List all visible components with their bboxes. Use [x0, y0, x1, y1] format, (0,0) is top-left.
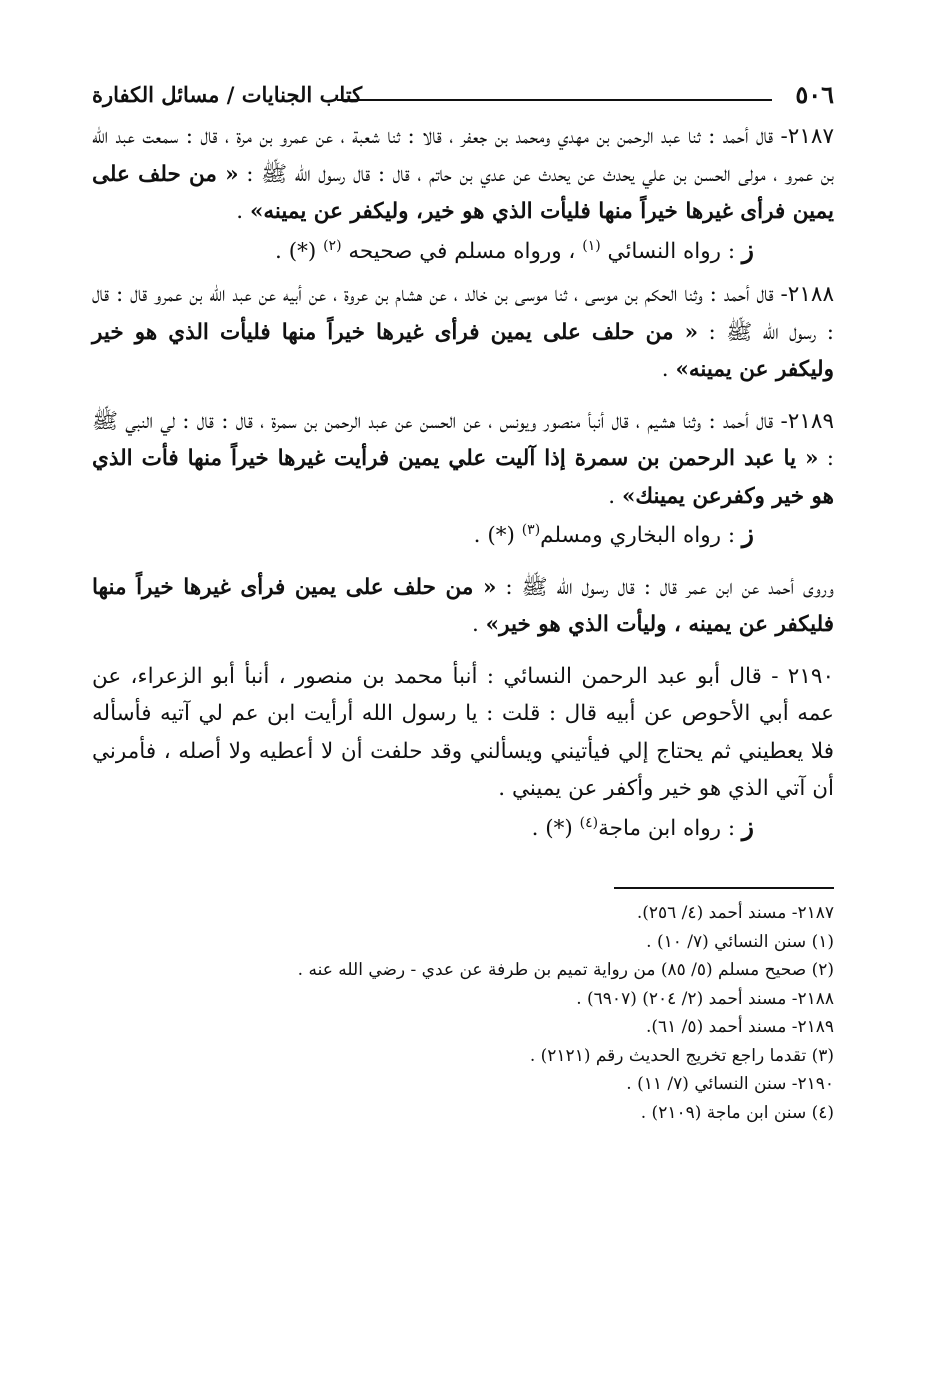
- hadith-matn: « يا عبد الرحمن بن سمرة إذا آليت علي يمين فرأيت غيرها خيراً منها فأت الذي هو خير وكفرعن يمينك»: [92, 446, 834, 509]
- footnote: (٤) سنن ابن ماجة (٢١٠٩) .: [640, 1102, 834, 1123]
- hadith-2190: [92, 658, 834, 808]
- page-number: ٥٠٦: [795, 80, 834, 109]
- running-title: كتاب الجنايات / مسائل الكفارة: [92, 82, 363, 107]
- footnote: (١) سنن النسائي (٧/ ١٠) .: [646, 931, 834, 952]
- header-rule: [337, 99, 772, 101]
- page-header: [92, 70, 834, 118]
- takhrij-2189: ز : رواه البخاري ومسلم$^{(٣)}$ (*) .: [473, 519, 754, 548]
- isnad-text: ٢١٨٧- قال أحمد : ثنا عبد الرحمن بن مهدي ومحمد بن جعفر ، قالا : ثنا شعبة ، عن عمرو بن مرة ، قال : سمعت عبد الله بن عمرو ، مولى الحسن بن علي يحدث عن يحدث عن عدي بن حاتم ، قال : قال رسول الله ﷺ :: [92, 124, 834, 187]
- end-mark: .: [236, 199, 244, 224]
- end-mark: .: [608, 483, 616, 509]
- end-mark: .: [661, 357, 669, 382]
- footnote: (٣) تقدما راجع تخريج الحديث رقم (٢١٢١) .: [529, 1045, 834, 1066]
- hadith-ibn-umar: [92, 569, 834, 644]
- page: [92, 70, 834, 1320]
- hadith-matn: « من حلف على يمين فرأى غيرها خيراً منها فليأت الذي هو خير وليكفر عن يمينه»: [92, 319, 834, 382]
- zawaid-mark: ز: [741, 234, 754, 264]
- hadith-2187: [92, 118, 834, 231]
- footnote-rule: [614, 887, 834, 889]
- hadith-2189: [92, 403, 834, 516]
- footnote: ٢١٨٧- مسند أحمد (٤/ ٢٥٦).: [636, 903, 834, 923]
- footnote: (٢) صحيح مسلم (٥/ ٨٥) من رواية تميم بن طرفة عن عدي - رضي الله عنه .: [297, 960, 834, 980]
- hadith-2188: [92, 276, 834, 389]
- footnote: ٢١٨٨- مسند أحمد (٢/ ٢٠٤) (٦٩٠٧) .: [576, 988, 834, 1009]
- zawaid-mark: ز: [741, 811, 754, 841]
- zawaid-mark: ز: [741, 519, 754, 548]
- hadith-matn: « من حلف على يمين فرأى غيرها خيراً منها فليكفر عن يمينه ، وليأت الذي هو خير»: [92, 574, 834, 637]
- footnote: ٢١٩٠- سنن النسائي (٧/ ١١) .: [626, 1074, 834, 1094]
- isnad-text: ٢١٩٠ - قال أبو عبد الرحمن النسائي : أنبأ محمد بن منصور ، أنبأ أبو الزعراء، عن عمه أبي الأحوص عن أبيه قال : قلت : يا رسول الله أرأيت ابن عم لي آتيه فأسأله فلا يعطيني ثم يحتاج إلي فيأتيني ويسألني وقد حلفت أن لا أعطيه ولا أصله ، فأمرني أن آتي الذي هو خير وأكفر عن يميني .: [92, 663, 834, 801]
- footnote: ٢١٨٩- مسند أحمد (٥/ ٦١).: [645, 1017, 834, 1037]
- hadith-matn: « من حلف على يمين فرأى غيرها خيراً منها فليأت الذي هو خير، وليكفر عن يمينه»: [92, 161, 834, 224]
- takhrij-2187: ز : رواه النسائي $^{(١)}$ ، ورواه مسلم في صحيحه $^{(٢)}$ (*) .: [275, 234, 754, 264]
- footnote-ref-1: (١): [582, 237, 601, 254]
- end-mark: .: [471, 612, 479, 637]
- isnad-text: ٢١٨٨- قال أحمد : وثنا الحكم بن موسى ، ثنا موسى بن خالد ، عن هشام بن عروة ، عن أبيه عن عبد الله بن عمرو قال : قال : رسول الله ﷺ :: [92, 282, 834, 345]
- footnotes: [92, 899, 834, 1127]
- isnad-text: ٢١٨٩- قال أحمد : وثنا هشيم ، قال أنبأ منصور ويونس ، عن الحسن عن عبد الرحمن بن سمرة ، قال : قال : لي النبي ﷺ :: [92, 408, 834, 471]
- footnote-ref-3: (٣): [521, 521, 541, 538]
- isnad-text: وروى أحمد عن ابن عمر قال : قال رسول الله ﷺ :: [505, 574, 834, 600]
- footnote-ref-2: (٢): [323, 237, 342, 254]
- takhrij-2190: ز : رواه ابن ماجة$^{(٤)}$ (*) .: [531, 811, 754, 841]
- footnote-ref-4: (٤): [579, 814, 599, 831]
